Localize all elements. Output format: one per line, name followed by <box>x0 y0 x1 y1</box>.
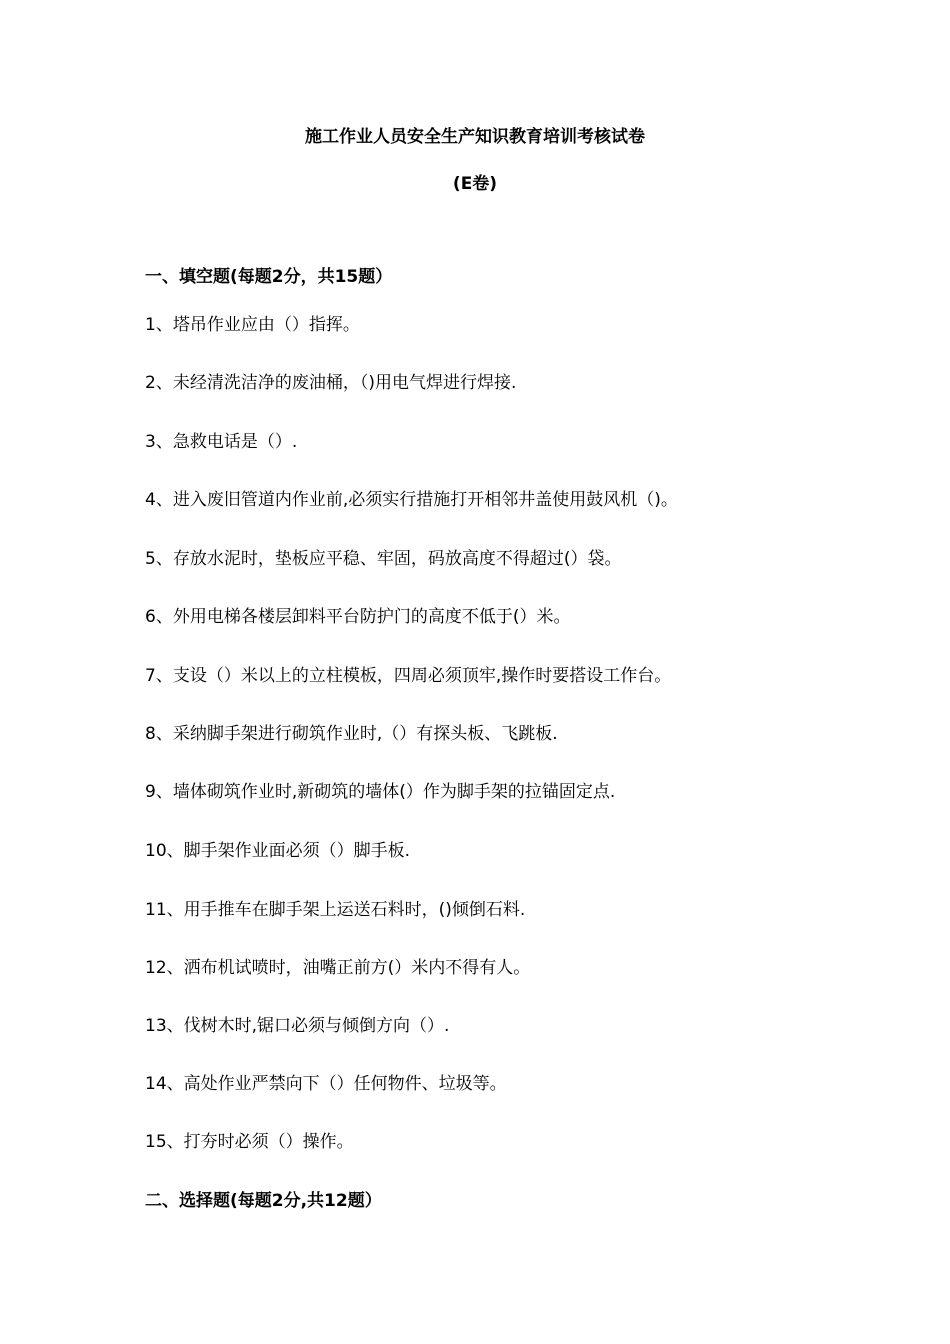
question-2: 2、未经清洗洁净的废油桶，（)用电气焊进行焊接. <box>145 373 517 393</box>
exam-title: 施工作业人员安全生产知识教育培训考核试卷 <box>305 127 645 147</box>
question-15: 15、打夯时必须（）操作。 <box>145 1132 354 1152</box>
section-heading-fill-in: 一、填空题(每题2分，共15题） <box>145 267 393 287</box>
section-heading-multiple-choice: 二、选择题(每题2分,共12题） <box>145 1191 382 1211</box>
question-14: 14、高处作业严禁向下（）任何物件、垃圾等。 <box>145 1074 507 1094</box>
question-7: 7、支设（）米以上的立柱模板，四周必须顶牢,操作时要搭设工作台。 <box>145 666 672 686</box>
question-9: 9、墙体砌筑作业时,新砌筑的墙体(）作为脚手架的拉锚固定点. <box>145 782 616 802</box>
question-6: 6、外用电梯各楼层卸料平台防护门的高度不低于(）米。 <box>145 607 571 627</box>
question-8: 8、采纳脚手架进行砌筑作业时,（）有探头板、飞跳板. <box>145 724 558 744</box>
question-4: 4、进入废旧管道内作业前,必须实行措施打开相邻井盖使用鼓风机（)。 <box>145 490 678 510</box>
question-12: 12、洒布机试喷时，油嘴正前方(）米内不得有人。 <box>145 958 531 978</box>
question-11: 11、用手推车在脚手架上运送石料时，()倾倒石料. <box>145 900 526 920</box>
question-5: 5、存放水泥时，垫板应平稳、牢固，码放高度不得超过(）袋。 <box>145 549 622 569</box>
question-10: 10、脚手架作业面必须（）脚手板. <box>145 841 411 861</box>
question-13: 13、伐树木时,锯口必须与倾倒方向（）. <box>145 1016 450 1036</box>
question-1: 1、塔吊作业应由（）指挥。 <box>145 315 360 335</box>
exam-subtitle: (E卷) <box>452 174 498 194</box>
question-3: 3、急救电话是（）. <box>145 432 298 452</box>
